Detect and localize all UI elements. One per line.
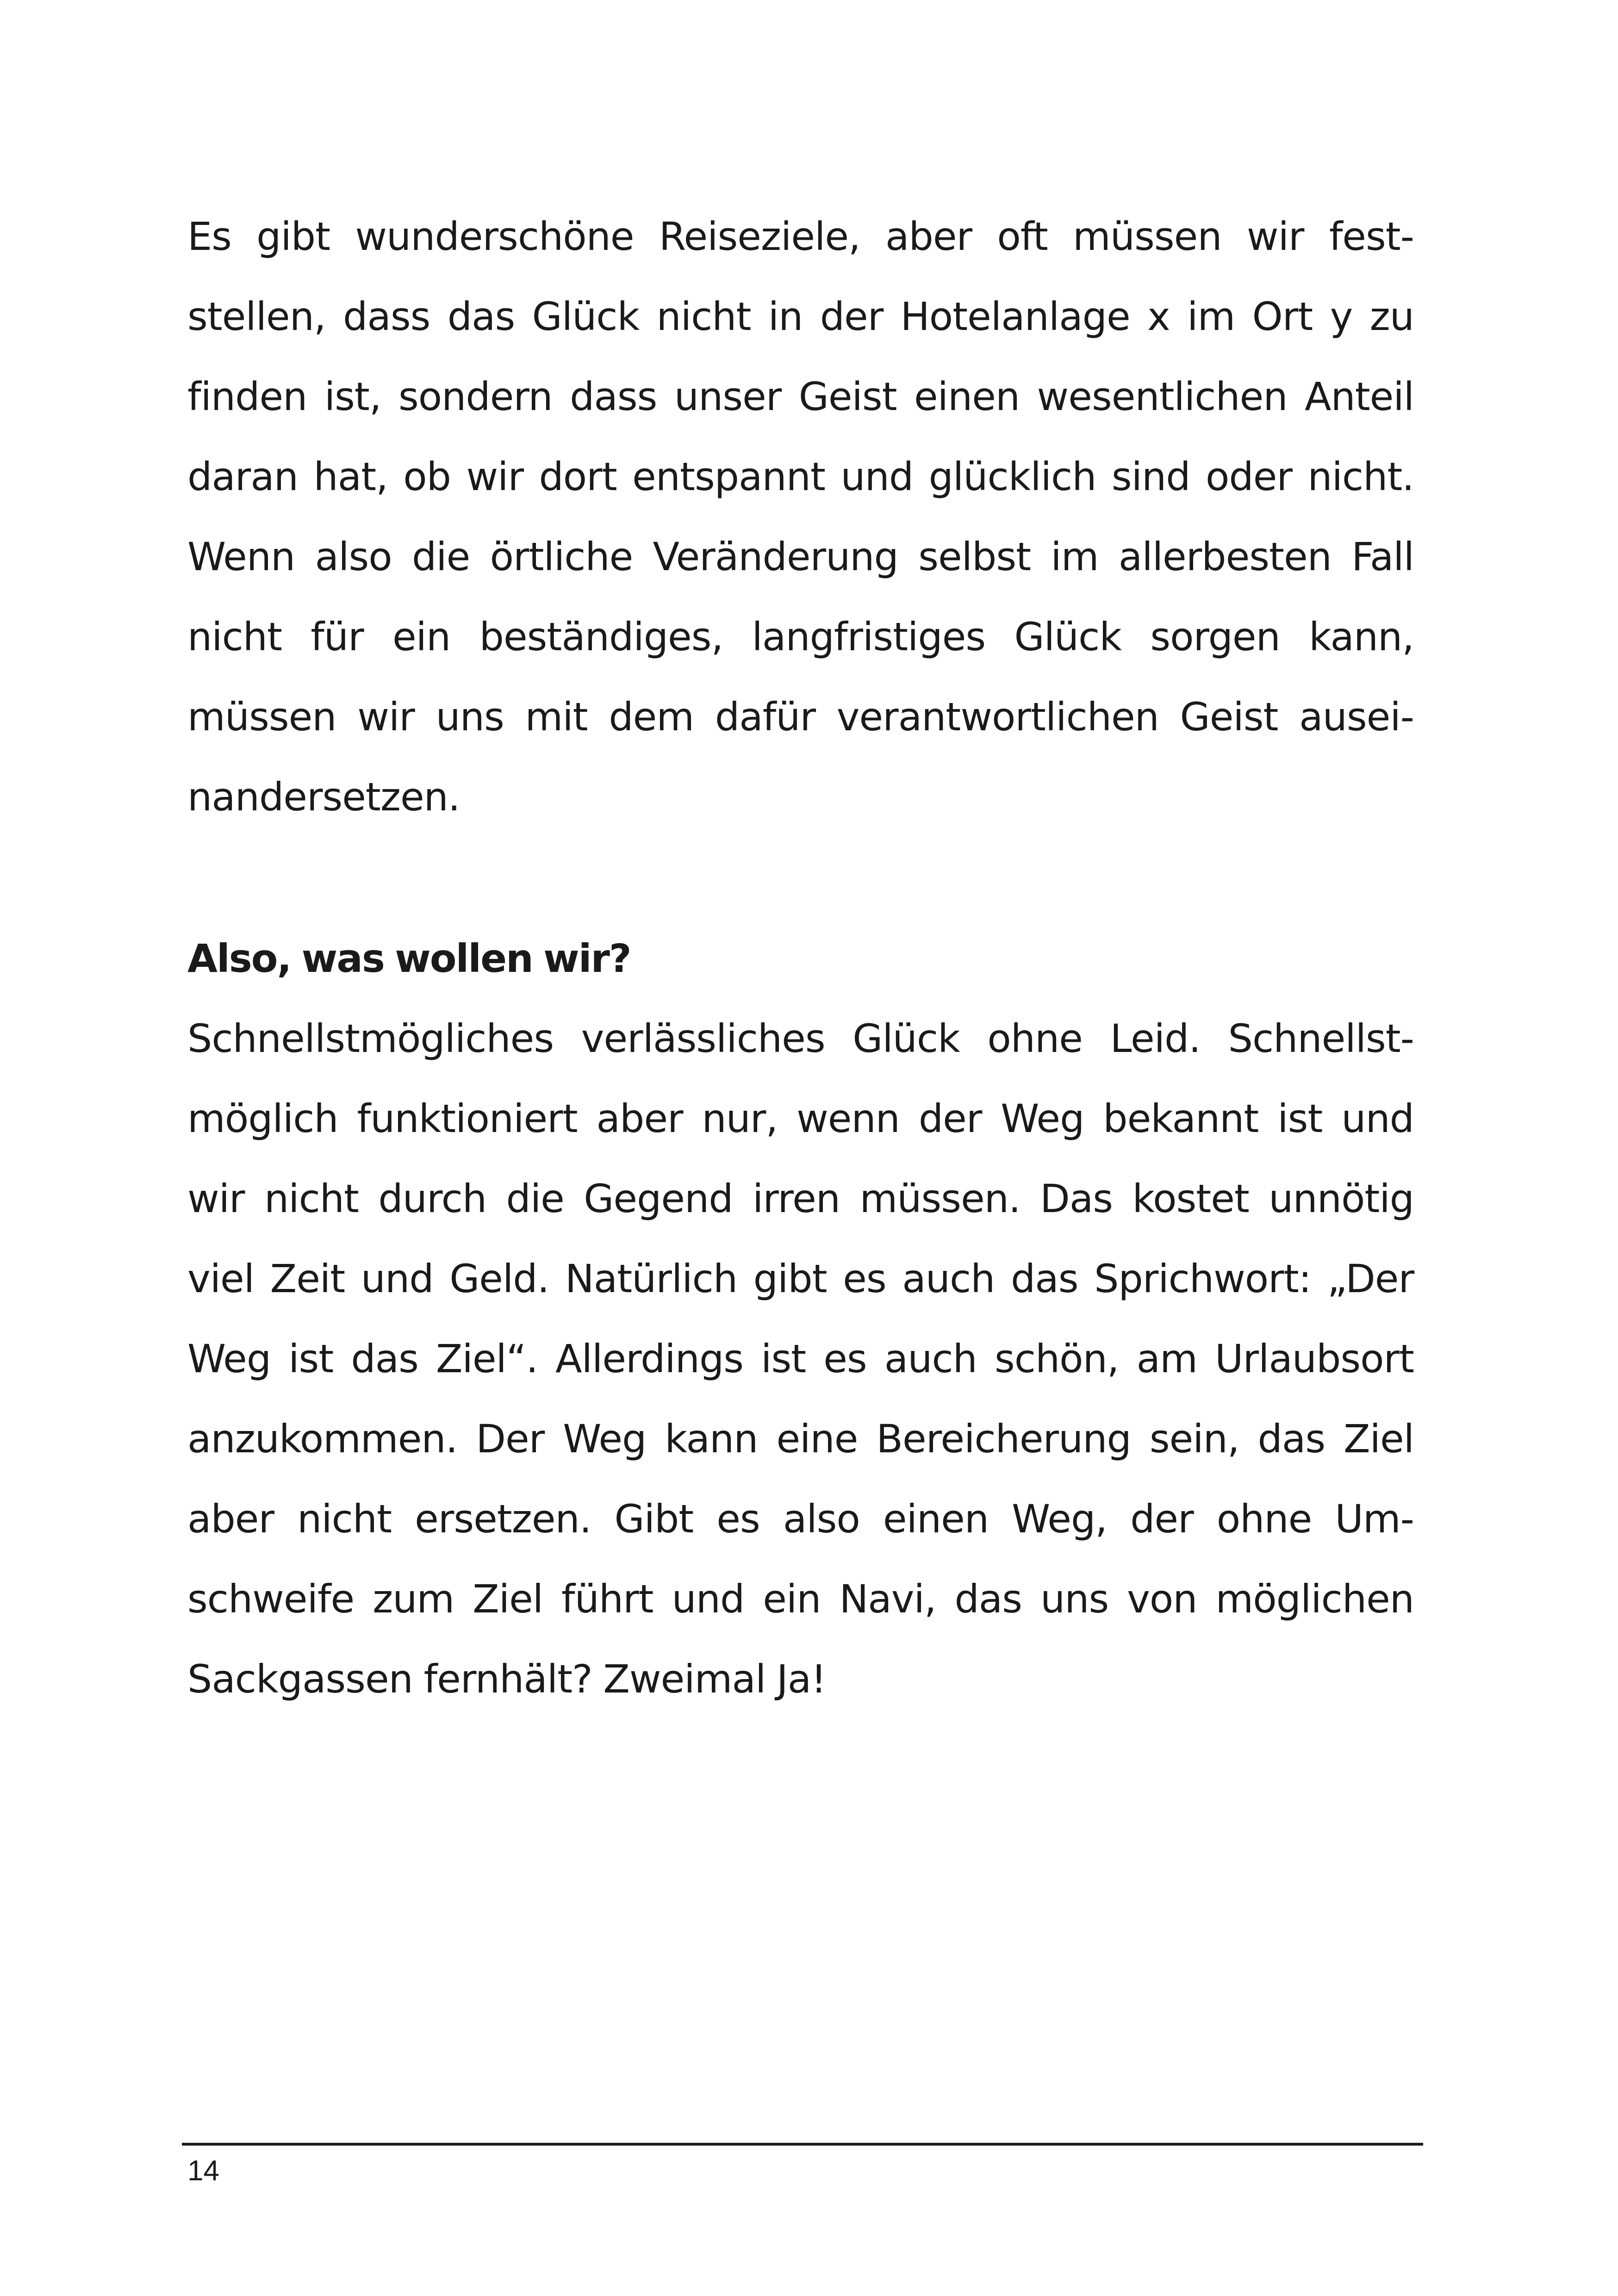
text-line: müssen wir uns mit dem dafür verantwortlichen Geist ausei- xyxy=(187,694,1414,740)
text-line: stellen, dass das Glück nicht in der Hotelanlage x im Ort y zu xyxy=(187,294,1414,339)
text-line: anzukommen. Der Weg kann eine Bereicherung sein, das Ziel xyxy=(187,1416,1414,1462)
footer-divider xyxy=(182,2143,1423,2146)
text-line: Weg ist das Ziel“. Allerdings ist es auch schön, am Urlaubsort xyxy=(187,1336,1414,1381)
text-line: nandersetzen. xyxy=(187,774,460,820)
text-line: finden ist, sondern dass unser Geist einen wesentlichen Anteil xyxy=(187,374,1414,419)
text-line: möglich funktioniert aber nur, wenn der Weg bekannt ist und xyxy=(187,1096,1414,1141)
text-line: schweife zum Ziel führt und ein Navi, das uns von möglichen xyxy=(187,1576,1414,1622)
text-line: nicht für ein beständiges, langfristiges Glück sorgen kann, xyxy=(187,614,1414,660)
paragraph-2 xyxy=(187,999,1414,1719)
text-line: Wenn also die örtliche Veränderung selbst im allerbesten Fall xyxy=(187,534,1414,579)
text-line: viel Zeit und Geld. Natürlich gibt es auch das Sprichwort: „Der xyxy=(187,1256,1414,1301)
section-heading: Also, was wollen wir? xyxy=(187,936,631,981)
text-line: aber nicht ersetzen. Gibt es also einen Weg, der ohne Um- xyxy=(187,1496,1414,1542)
text-line: daran hat, ob wir dort entspannt und glücklich sind oder nicht. xyxy=(187,454,1414,499)
text-line: wir nicht durch die Gegend irren müssen. Das kostet unnötig xyxy=(187,1176,1414,1221)
text-line: Es gibt wunderschöne Reiseziele, aber oft müssen wir fest- xyxy=(187,214,1414,259)
page-number: 14 xyxy=(187,2155,219,2187)
text-line: Schnellstmögliches verlässliches Glück ohne Leid. Schnellst- xyxy=(187,1016,1414,1061)
text-line: Sackgassen fernhält? Zweimal Ja! xyxy=(187,1656,826,1702)
paragraph-1 xyxy=(187,197,1414,837)
